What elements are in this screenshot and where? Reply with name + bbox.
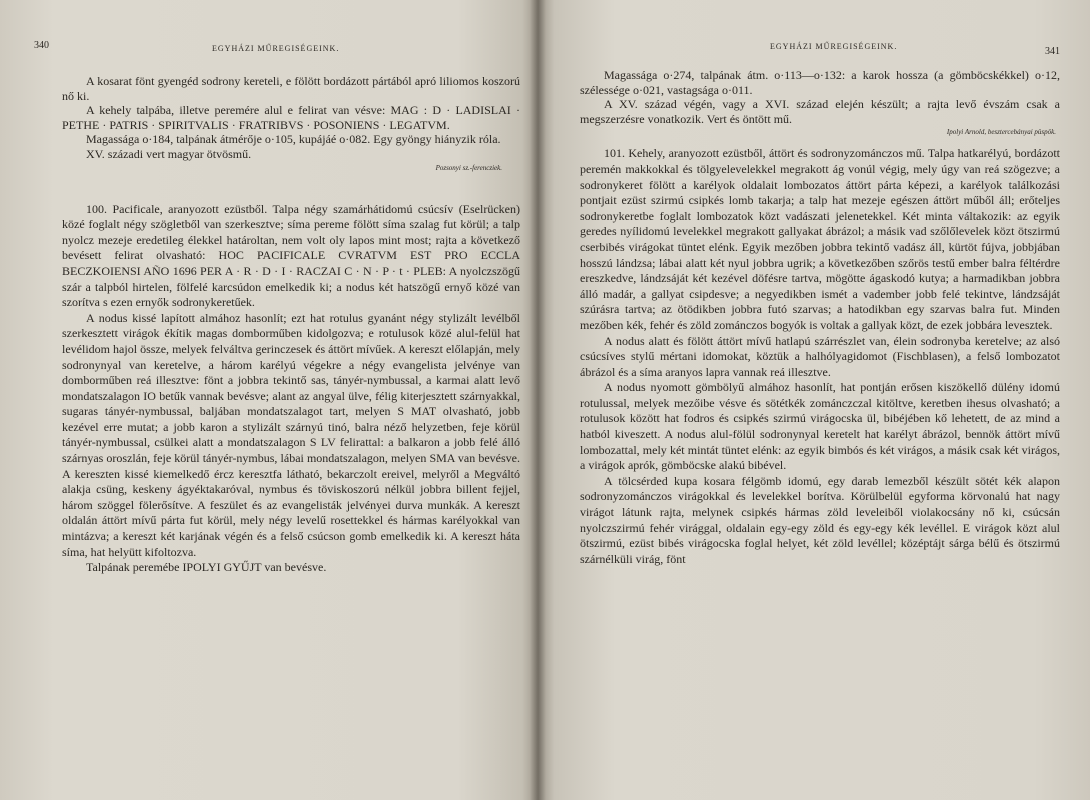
page-number: 341 [1045, 46, 1060, 57]
source-note: Pozsonyi sz.-ferencziek. [435, 163, 502, 172]
paragraph: Talpának peremébe IPOLYI GYŰJT van bevésve. [86, 560, 327, 575]
left-page [0, 0, 538, 800]
paragraph: Magassága o·184, talpának átmérője o·105, kupájáé o·082. Egy gyöngy hiányzik róla. [86, 132, 501, 147]
paragraph: A kehely talpába, illetve peremére alul e felirat van vésve: MAG : D · LADISLAI · PETHE · PATRIS · SPIRITVALIS · FRATRIBVS · POSONIENS · LEGATVM. [62, 103, 520, 132]
running-head [580, 42, 1060, 58]
book-gutter [530, 0, 546, 800]
paragraph: A nodus kissé lapított almához hasonlít; ezt hat rotulus gyanánt négy stylizált levélből szerkesztett virágok ékítik magas domborműben kidolgozva; e rotulusok közé alul-felül hat levélidom hajol össze, melyek felváltva gerinczesek és áttört mívűek. A kereszt előlapján, mely sodronynyal van keretelve, a három karélyú végekre a négy evangelista jelvénye van domborműben reá illesztve: fönt a jobbra tekintő sas, tányér-nymbussal, a karmai alatt levő mondatszalagon IO betűk vannak bevésve; alant az angyal ülve, félig kiterjesztett szárnyakkal, sugaras tányér-nymbussal, baljában mondatszalagot tart, melyen S MAT olvasható, jobb kezével erre mutat; a jobb karon a stylizált szárnyú tinó, balra néző helyzetben, feje körül tányér-nymbussal, csülkei alatt a mondatszalagon S LV felirattal: a balkaron a jobb felé álló szárnyas oroszlán, feje körül tányér-nymbus, lábai mondatszalagon, melyen SMA van bevésve. A kereszten kissé kiemelkedő ércz keresztfa látható, bekarczolt ereivel, melyről a Megváltó alakja csüng, keskeny ágyéktakaróval, nymbus és töviskoszorú nélkül jobbra billent fejjel, három szöggel fölerősítve. A feszület és az evangelisták jelvényei durva munkák. A kereszt oldalán áttört mívű párta fut körül, mely négy levelű rosettekkel és hármas karélyokkal van mintázva; a kereszt két karjának végén és a felső csúcson gomb emelkedik ki. A kereszt háta síma, hat helyütt kifoltozva. [62, 310, 520, 559]
paragraph: 101. Kehely, aranyozott ezüstből, áttört és sodronyzománczos mű. Talpa hatkarélyú, bordázott peremén makkokkal és tölgyelevelekkel megrakott ág vonúl végig, mely úgy van reá szögezve; a sodronykeret fölött a karélyok oldalait lombozatos áttört párta képezi, a karélyok találkozási pontjait ezüst szirmú csipkés lomb takarja; a talp hat mezeje egészen áttört műből áll; erőteljes sodronykeretbe foglalt lombozatok közt vadászati jelenetekkel. Két minta váltakozik: az egyik geredes nyílidomú levelekkel megrakott gallyakat ábrázol; a másik vad szőlőlevelek közt ötszirmú cserbibés virágokat tüntet elénk. Egyik mezőben jobbra tekintő vadász áll, kürtöt fújva, jobbjában hosszú lándzsa; lábai alatt két nyul jobbra ugrik; a következőben szőrös testű ember balra féltérdre ereszkedve, lándzsáját két kezével döfésre tartva, mögötte ágaskodó kutya; a harmadikban jobbra álló madár, a gallyat csipdesve; a negyedikben ismét a vadember jobb felé tekintve, lándzsáját szúrásra tartva; az ötödikben jobbra futó szarvas; a hatodikban egy szarvas balra fut. Minden mezőben kék, fehér és zöld zománczos bogyók is voltak a gallyak közt, de ezek jobbára levesztek. [580, 146, 1060, 332]
paragraph: A XV. század végén, vagy a XVI. század elején készült; a rajta levő évszám csak a megszerzésre vonatkozik. Vert és öntött mű. [580, 97, 1060, 126]
paragraph: A nodus nyomott gömbölyű almához hasonlít, hat pontján erősen kiszökellő dülény idomú rotulussal, melyek mezőibe vésve és sötétkék zománczczal kitöltve, keretben ihesus olvasható; a rotulusok között hat fodros és csipkés szirmú virágocska ül, bibéjében kő lehetett, de az mind a hatból kiveszett. A nodus alul-fölül sodronynyal keretelt hat karélyt ábrázol, bennök áttört mívű lombozattal, mely két mintát tüntet elénk: az egyik bimbós és két virágos, a másik csak két virágos, a virágok aprók, gömböcske alakú bibével. [580, 380, 1060, 473]
source-note: Ipolyi Arnold, besztercebányai püspök. [946, 128, 1056, 137]
running-title: EGYHÁZI MŰREGISÉGEINK. [770, 42, 898, 51]
paragraph: A kosarat fönt gyengéd sodrony kereteli, e fölött bordázott pártából apró liliomos koszorú nő ki. [62, 74, 520, 103]
paragraph: A nodus alatt és fölött áttört mívű hatlapú szárrészlet van, élein sodronyba keretelve; az alsó csúcsíves stylű mértani idomokat, köztük a halhólyagidomot (Fischblasen), a felső lombozatot ábrázol és a síma aranyos lapra vannak reá illesztve. [580, 333, 1060, 379]
page-number: 340 [34, 40, 49, 51]
running-head [34, 40, 520, 58]
paragraph: XV. századi vert magyar ötvösmű. [86, 146, 252, 161]
paragraph: A tölcsérded kupa kosara félgömb idomú, egy darab lemezből készült sötét kék alapon sodronyzománczos virágokkal és levelekkel borítva. Körülbelül egyforma körvonalú hat nagy virágot látunk rajta, melynek csipkés hármas zöld leveleiből violakocsány nő ki, csúcsán nyolczszirmú fehér virággal, oldalain egy-egy zöld és egy-egy kék levéllel. E virágok közt alul ötszirmú, ezüst bibés virágocska foglal helyet, két zöld levéllel; középtájt sárga bélű és ötszirmú szárnélküli virág, fönt [580, 473, 1060, 566]
paragraph: Magassága o·274, talpának átm. o·113—o·132: a karok hossza (a gömböcskékkel) o·12, szélessége o·021, vastagsága o·011. [580, 68, 1060, 97]
paragraph: 100. Pacificale, aranyozott ezüstből. Talpa négy szamárhátidomú csúcsív (Eselrücken) közé foglalt négy szögletből van szerkesztve; síma pereme fölött síma szalag fut körül; a talp nyolcz mezeje eredetileg élekkel határoltan, nem volt oly lapos mint most; rajta a következő bevésett felirat olvasható: HOC PACIFICALE CVRATVM EST PRO ECCLA BECZKOIENSI AÑO 1696 PER A · R · D · I · RACZAI C · N · P · t · PLEB: A nyolczszögű szár a talpból hirtelen, fölfelé karcsúdon emelkedik ki; a nodus két hatszögű ernyő közé van szorítva s ezen ernyők sodronykeretűek. [62, 201, 520, 310]
right-page [538, 0, 1090, 800]
running-title: EGYHÁZI MŰREGISÉGEINK. [212, 44, 340, 53]
